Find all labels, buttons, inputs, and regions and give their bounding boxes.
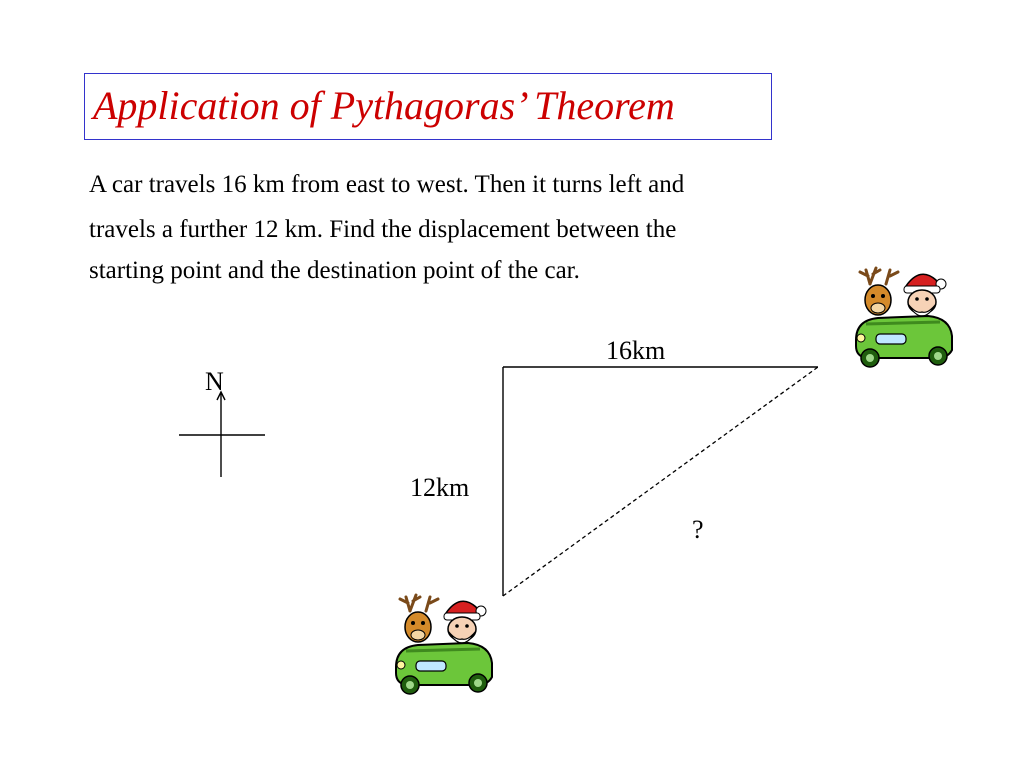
reindeer-icon bbox=[865, 285, 891, 315]
south-leg-label: 12km bbox=[410, 473, 470, 502]
slide-title: Application of Pythagoras’ Theorem bbox=[93, 83, 675, 128]
displacement-dashed-line bbox=[503, 367, 818, 596]
problem-text-line-3: starting point and the destination point of the car. bbox=[89, 257, 580, 284]
santa-icon bbox=[904, 274, 946, 316]
santa-car-clipart-start bbox=[848, 262, 958, 372]
reindeer-antlers-icon bbox=[400, 595, 438, 611]
santa-car-clipart-destination bbox=[388, 589, 498, 699]
problem-text-line-1: A car travels 16 km from east to west. Then it turns left and bbox=[89, 171, 685, 198]
reindeer-icon bbox=[405, 612, 431, 642]
displacement-label: ? bbox=[692, 515, 704, 544]
problem-text-line-2: travels a further 12 km. Find the displacement between the bbox=[89, 216, 677, 243]
west-leg-label: 16km bbox=[606, 336, 666, 365]
compass-north-label: N bbox=[205, 367, 224, 396]
santa-icon bbox=[444, 601, 486, 643]
green-car-icon bbox=[396, 643, 492, 694]
reindeer-antlers-icon bbox=[860, 268, 898, 284]
green-car-icon bbox=[856, 316, 952, 367]
